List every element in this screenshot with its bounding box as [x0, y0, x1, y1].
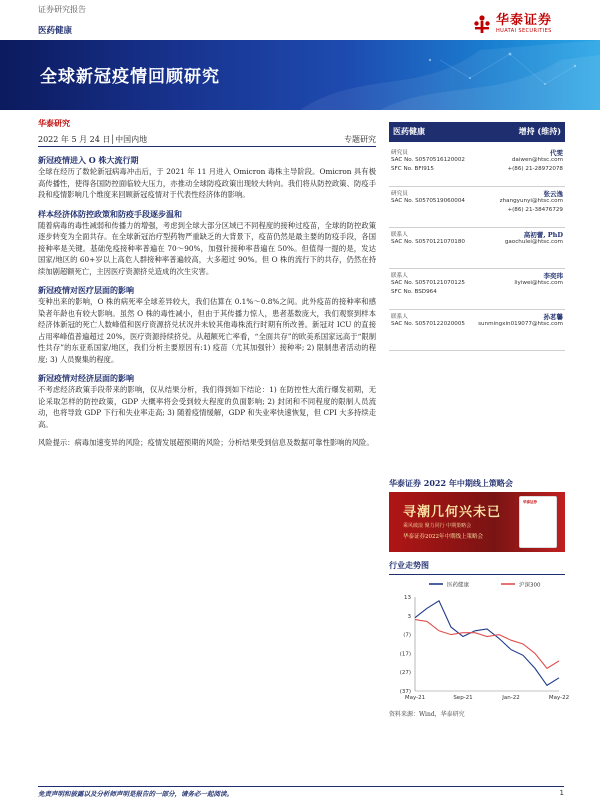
analyst-role: 研究员 — [391, 191, 408, 197]
rating-industry: 医药健康 — [393, 126, 425, 136]
report-type-label: 证券研究报告 — [38, 5, 86, 14]
analyst-card — [389, 310, 565, 351]
legend-label: 沪深300 — [519, 582, 541, 589]
brand-logo — [472, 14, 552, 34]
y-tick-label: (7) — [403, 632, 411, 639]
x-tick-label: May-21 — [404, 695, 426, 701]
strategy-title: 华泰证券 2022 年中期线上策略会 — [389, 478, 513, 488]
page-title: 全球新冠疫情回顾研究 — [40, 67, 220, 87]
date-row — [38, 131, 376, 147]
risk-warning: 风险提示：病毒加速变异的风险；疫情发展超预期的风险；分析结果受到信息及数据可靠性影响的风险。 — [38, 438, 374, 447]
section-policy — [38, 208, 376, 278]
analyst-card — [389, 228, 565, 269]
title-banner — [0, 40, 600, 110]
sidebar — [389, 122, 565, 351]
section-body: 不考虑经济政策手段带来的影响，仅从结果分析，我们得到如下结论：1) 在防控性大流行爆发初期，无论采取怎样的防控政策，GDP 大概率将会受到较大程度的负面影响; 2) 封闭和不同程度的限制人员流动，也将导致 GDP 下行和失业率走高; 3) 随着疫情缓解，GDP 和失业率快速恢复，但 CPI 大多持续走高。 — [38, 385, 376, 429]
analyst-card — [389, 146, 565, 187]
brand-name-cn: 华泰证券 — [496, 13, 553, 28]
footer-divider — [38, 786, 564, 787]
analyst-name: 高初蕾, PhD — [523, 231, 563, 239]
section-heading: 样本经济体防控政策和防疫手段逐步温和 — [38, 208, 182, 219]
analyst-email[interactable]: daiwen@htsc.com — [511, 157, 563, 163]
legend-label: 医药健康 — [447, 582, 470, 589]
trend-chart — [389, 577, 570, 711]
disclaimer-footer: 免责声明和披露以及分析师声明是报告的一部分，请务必一起阅读。 — [38, 790, 233, 798]
analyst-role: 研究员 — [391, 150, 408, 156]
section-economy — [38, 372, 376, 430]
y-tick-label: (27) — [399, 670, 411, 677]
strategy-banner-image[interactable] — [389, 492, 565, 552]
analyst-email[interactable]: liyiwei@htsc.com — [514, 280, 563, 286]
section-body: 全球在经历了数轮新冠病毒冲击后，于 2021 年 11 月进入 Omicron 毒株主导阶段。Omicron 具有极高传播性，使得各国防控面临较大压力，亦推动全球防疫政策出现较大转向。我们将从防控政策、防疫手段和疫情影响几个维度来回顾新冠疫情对于代表性经济体的影响。 — [38, 167, 376, 199]
analyst-name: 张云逸 — [543, 190, 563, 198]
y-tick-label: (37) — [399, 689, 411, 695]
x-tick-label: Sep-21 — [453, 695, 473, 701]
chart-source: 资料来源：Wind，华泰研究 — [389, 711, 465, 718]
y-tick-label: 13 — [404, 595, 411, 601]
brand-mark-icon — [472, 14, 492, 34]
analyst-name: 孙茗馨 — [543, 313, 563, 321]
trend-chart-svg — [389, 577, 570, 707]
section-medical — [38, 284, 376, 365]
analyst-sac: SAC No. S0570121070125 — [391, 280, 465, 286]
brand-name-en: HUATAI SECURITIES — [496, 28, 552, 34]
section-body: 随着病毒的毒性减弱和传播力的增强，考虑到全球大部分区域已不同程度的接种过疫苗，全球的防控政策逐步转变为全面共存。在全球新冠治疗型药物严重缺乏的大背景下，疫苗仍然是最主要的防疫手段，各国接种率是关键。基础免疫接种率普遍在 70～90%，加强针接种率普遍在 50%。但值得一提的是，发达国家/地区的 60+岁以上高危人群接种率普遍较高，大多超过 90%。但 O 株的流行下的共存，仍然在持续加剧超额死亡，主因医疗资源挤兑造成的次生灾害。 — [38, 220, 376, 276]
analyst-email[interactable]: sunmingxin019077@htsc.com — [478, 321, 563, 327]
section-heading: 新冠疫情对医疗层面的影响 — [38, 285, 134, 295]
analyst-role: 联系人 — [391, 273, 408, 279]
section-omicron — [38, 154, 376, 201]
y-tick-label: (17) — [399, 651, 411, 658]
report-kind: 专题研究 — [344, 135, 376, 144]
analyst-sac: SAC No. S0570519060004 — [391, 198, 465, 204]
analyst-role: 联系人 — [391, 232, 408, 238]
trend-chart-title: 行业走势图 — [389, 560, 565, 575]
strategy-image-subline: 乘风破浪 聚力同行 中期策略会 — [403, 523, 472, 529]
analyst-card — [389, 187, 565, 228]
x-tick-label: May-22 — [548, 695, 570, 701]
analyst-role: 联系人 — [391, 314, 408, 320]
analyst-sac: SAC No. S0570121070180 — [391, 239, 465, 245]
analyst-name: 李奕玮 — [543, 272, 563, 280]
analyst-list — [389, 146, 565, 351]
section-heading: 新冠疫情进入 O 株大流行期 — [38, 155, 139, 165]
section-body: 变种出来的影响，O 株的病死率全球差异较大，我们估算在 0.1%～0.8%之间。此外疫苗的接种率和感染者年龄也有较大影响。虽然 O 株的毒性减小，但由于其传播力惊人，患者基数庞大，我们观察到样本经济体新冠的死亡人数峰值和医疗资源挤兑状况并未较其他毒株流行时期有所改善。新冠对 ICU 的直接占用率峰值普遍超过 20%，医疗资源持续挤兑。从超额死亡率看，“全面共存”的欧美系国家远高于“限制性共存”的东亚系国家/地区，我们分析主要原因有:1) 疫苗（尤其加强针）接种率; 2) 限制患者活动的程度; 3) 人员聚集的程度。 — [38, 297, 376, 364]
y-tick-label: 3 — [407, 613, 411, 620]
series-line — [415, 620, 559, 669]
category-label: 医药健康 — [38, 26, 73, 36]
analyst-sac: SAC No. S0570122020005 — [391, 321, 465, 327]
analyst-phone: +(86) 21-38476729 — [507, 207, 563, 213]
x-tick-label: Jan-22 — [502, 695, 520, 701]
report-date: 2022 年 5 月 24 日│中国内地 — [38, 135, 148, 144]
phone-mockup — [519, 496, 557, 548]
strategy-image-caption: 华泰证券2022年中期线上策略会 — [403, 534, 483, 540]
page-number: 1 — [559, 789, 564, 797]
analyst-card — [389, 269, 565, 310]
phone-brand-label: 华泰证券 — [523, 500, 537, 504]
rating-value: 增持 (维持) — [518, 126, 561, 136]
analyst-sfc: SFC No. BSD964 — [391, 289, 437, 295]
analyst-email[interactable]: zhangyunyi@htsc.com — [499, 198, 563, 204]
analyst-name: 代雯 — [550, 149, 563, 157]
main-column — [38, 118, 376, 449]
analyst-sac: SAC No. S0570516120002 — [391, 157, 465, 163]
section-heading: 新冠疫情对经济层面的影响 — [38, 373, 134, 383]
org-label: 华泰研究 — [38, 118, 70, 128]
strategy-image-headline: 寻潮几何兴未已 — [403, 505, 502, 520]
rating-bar — [389, 122, 565, 142]
analyst-sfc: SFC No. BFI915 — [391, 166, 434, 172]
series-line — [415, 601, 559, 686]
analyst-phone: +(86) 21-28972078 — [507, 166, 563, 172]
analyst-email[interactable]: gaochulei@htsc.com — [504, 239, 563, 245]
